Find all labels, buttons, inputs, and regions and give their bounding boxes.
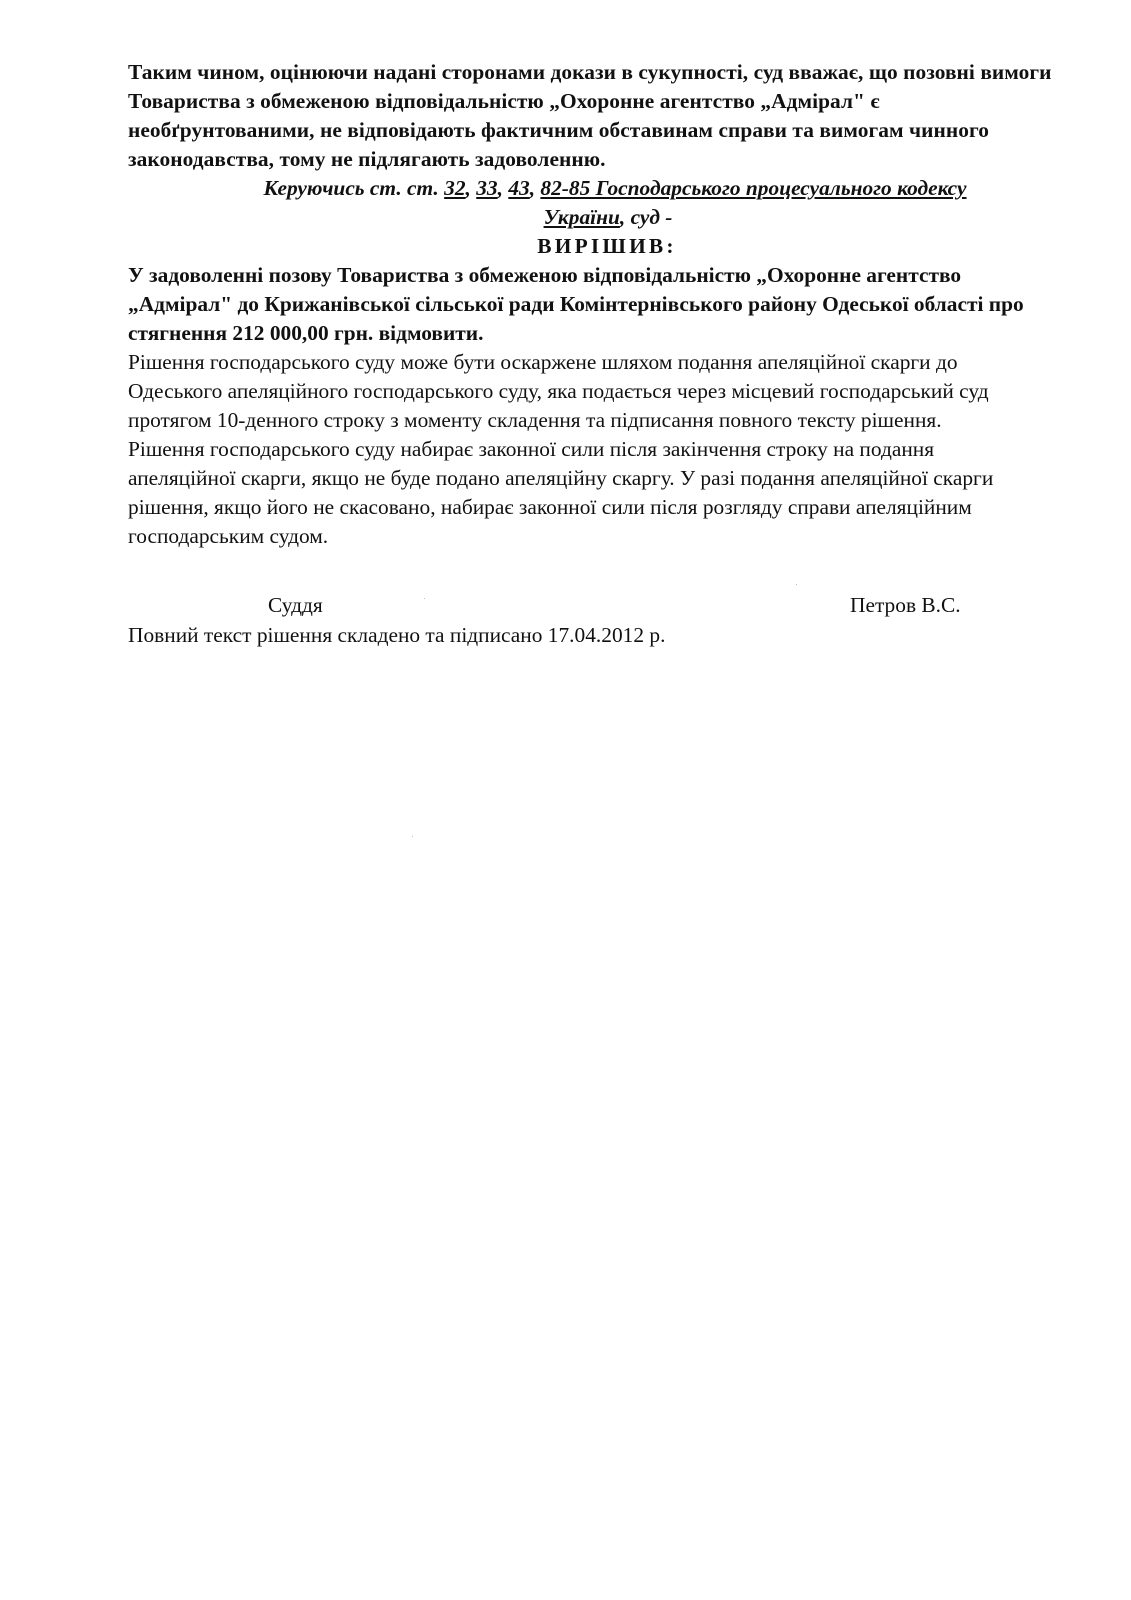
reference-lead: Керуючись ст. ст. [263, 176, 445, 200]
fulltext-date-note: Повний текст рішення складено та підписано 17.04.2012 р. [128, 623, 666, 647]
legal-reference-line-1 [128, 174, 1068, 203]
scan-speck [424, 598, 425, 599]
reference-code-articles: 82-85 Господарського процесуального кодексу [540, 176, 967, 200]
reference-separator: , [497, 176, 509, 200]
effect-notice-paragraph: Рішення господарського суду набирає законної сили після закінчення строку на подання апеляційної скарги, якщо не буде подано апеляційну скаргу. У разі подання апеляційної скарги рішення, якщо його не скасовано, набирає законної сили після розгляду справи апеляційним господарським судом. [128, 437, 994, 548]
reference-tail: , суд - [619, 205, 673, 229]
appeal-notice-paragraph: Рішення господарського суду може бути оскаржене шляхом подання апеляційної скарги до Одеського апеляційного господарського суду, яка подається через місцевий господарський суд протягом 10-денного строку з моменту складення та підписання повного тексту рішення. [128, 350, 989, 432]
signature-name: Петров В.С. [850, 593, 961, 617]
signature-role: Суддя [268, 593, 323, 617]
conclusion-paragraph: Таким чином, оцінюючи надані сторонами докази в сукупності, суд вважає, що позовні вимоги Товариства з обмеженою відповідальністю „Охоронне агентство „Адмірал" є необґрунтованими, не відповідають фактичним обставинам справи та вимогам чинного законодавства, тому не підлягають задоволенню. [128, 60, 1052, 171]
scan-speck [412, 836, 413, 837]
reference-separator: , [465, 176, 477, 200]
reference-article-33: 33 [476, 176, 498, 200]
reference-article-43: 43 [508, 176, 530, 200]
reference-separator: , [529, 176, 541, 200]
decision-heading: ВИРІШИВ: [537, 234, 677, 258]
signature-row [128, 591, 1068, 621]
scan-speck [796, 584, 797, 585]
ruling-paragraph: У задоволенні позову Товариства з обмеженою відповідальністю „Охоронне агентство „Адмірал" до Крижанівської сільської ради Комінтернівського району Одеської області про стягнення 212 000,00 грн. відмовити. [128, 263, 1024, 345]
reference-article-32: 32 [444, 176, 466, 200]
reference-country: України [543, 205, 620, 229]
document-body [128, 58, 1068, 650]
legal-reference-line-2 [128, 203, 1068, 232]
